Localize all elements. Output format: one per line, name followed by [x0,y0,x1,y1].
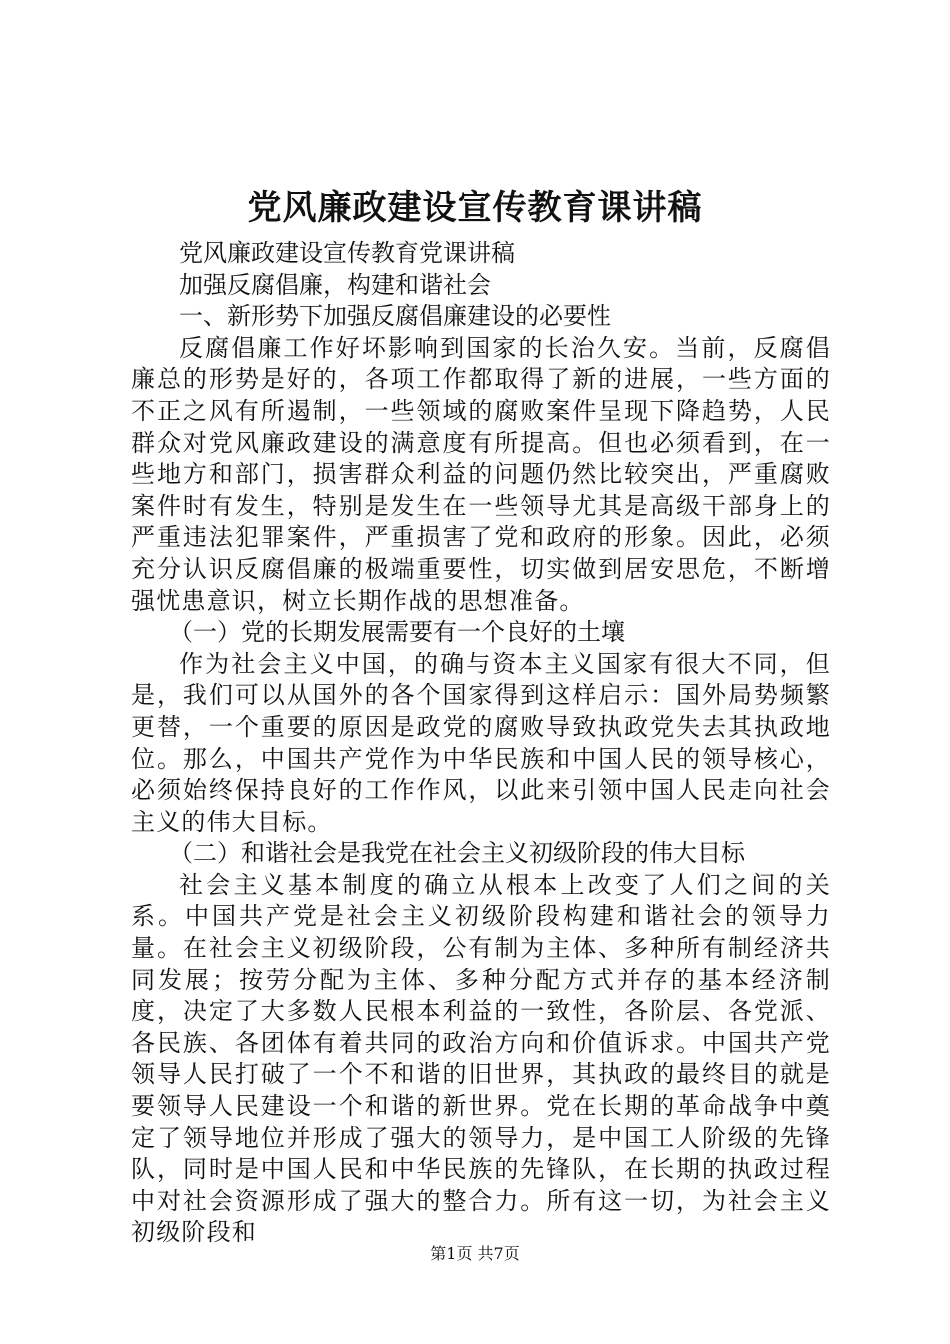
document-body [131,238,831,1249]
paragraph: 社会主义基本制度的确立从根本上改变了人们之间的关系。中国共产党是社会主义初级阶段构建和谐社会的领导力量。在社会主义初级阶段，公有制为主体、多种所有制经济共同发展；按劳分配为主体、多种分配方式并存的基本经济制度，决定了大多数人民根本利益的一致性，各阶层、各党派、各民族、各团体有着共同的政治方向和价值诉求。中国共产党领导人民打破了一个不和谐的旧世界，其执政的最终目的就是要领导人民建设一个和谐的新世界。党在长期的革命战争中奠定了领导地位并形成了强大的领导力，是中国工人阶级的先锋队，同时是中国人民和中华民族的先锋队，在长期的执政过程中对社会资源形成了强大的整合力。所有这一切，为社会主义初级阶段和 [131,870,831,1247]
page-footer: 第1页 共7页 [430,1244,520,1263]
paragraph-theme: 加强反腐倡廉，构建和谐社会 [179,270,491,299]
section-heading-1: 一、新形势下加强反腐倡廉建设的必要性 [179,302,611,331]
document-title: 党风廉政建设宣传教育课讲稿 [247,188,703,228]
subsection-heading-1: （一）党的长期发展需要有一个良好的土壤 [169,618,625,647]
paragraph-subtitle: 党风廉政建设宣传教育党课讲稿 [179,239,515,267]
paragraph: 反腐倡廉工作好坏影响到国家的长治久安。当前，反腐倡廉总的形势是好的，各项工作都取得了新的进展，一些方面的不正之风有所遏制，一些领域的腐败案件呈现下降趋势，人民群众对党风廉政建设的满意度有所提高。但也必须看到，在一些地方和部门，损害群众利益的问题仍然比较突出，严重腐败案件时有发生，特别是发生在一些领导尤其是高级干部身上的严重违法犯罪案件，严重损害了党和政府的形象。因此，必须充分认识反腐倡廉的极端重要性，切实做到居安思危，不断增强忧患意识，树立长期作战的思想准备。 [131,333,831,615]
paragraph: 作为社会主义中国，的确与资本主义国家有很大不同，但是，我们可以从国外的各个国家得到这样启示：国外局势频繁更替，一个重要的原因是政党的腐败导致执政党失去其执政地位。那么，中国共产党作为中华民族和中国人民的领导核心，必须始终保持良好的工作作风，以此来引领中国人民走向社会主义的伟大目标。 [131,649,831,836]
subsection-heading-2: （二）和谐社会是我党在社会主义初级阶段的伟大目标 [169,839,745,868]
